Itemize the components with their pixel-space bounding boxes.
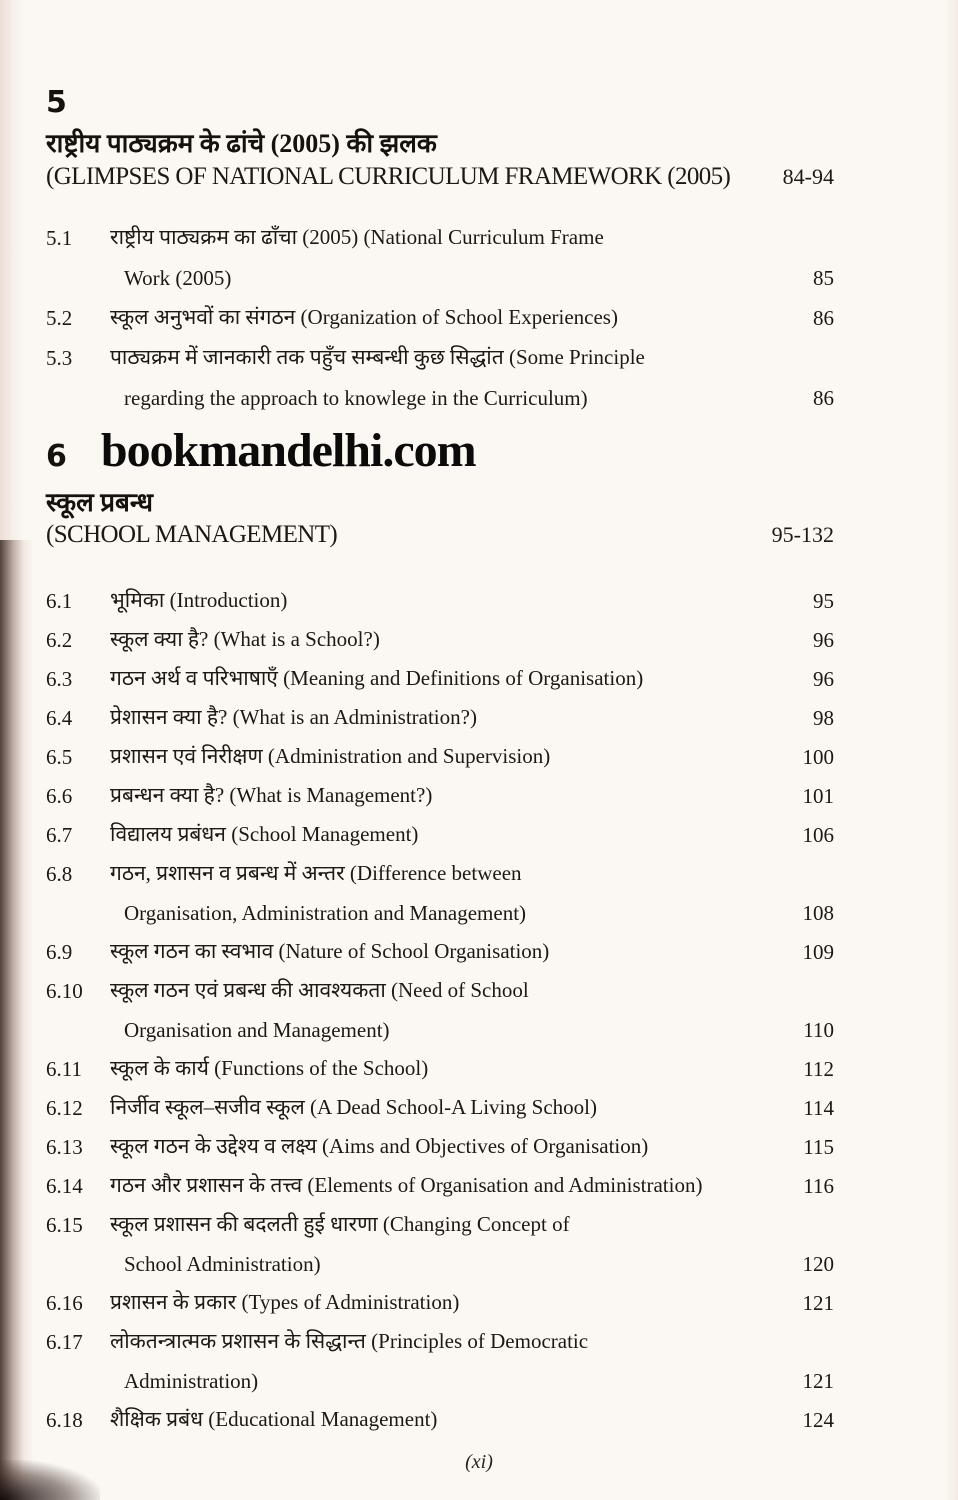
chapter-page-range: 95-132 [771, 522, 834, 547]
toc-item [46, 965, 834, 1004]
toc-item-page: 96 [813, 628, 834, 652]
toc-item-title: प्रशासन एवं निरीक्षण (Administration and Supervision) [110, 744, 551, 768]
toc-item-page: 121 [802, 1291, 834, 1315]
toc-item-title: लोकतन्त्रात्मक प्रशासन के सिद्धान्त (Principles of Democratic [110, 1329, 589, 1353]
toc-item [46, 731, 834, 770]
toc-item [46, 1082, 834, 1121]
toc-item-continuation [46, 1238, 834, 1277]
footer-page-label: (xi) [465, 1451, 493, 1473]
toc-item-continuation [46, 1004, 834, 1043]
toc-item-number: 6.3 [46, 667, 73, 691]
toc-item-page: 86 [813, 305, 834, 330]
toc-item-title-cont: Organisation and Management) [124, 1018, 390, 1042]
toc-item-title-cont: Administration) [124, 1369, 259, 1393]
chapter-title-english: (GLIMPSES OF NATIONAL CURRICULUM FRAMEWORK (2005) [46, 162, 731, 190]
toc-item-title: पाठ्यक्रम में जानकारी तक पहुँच सम्बन्धी कुछ सिद्धांत (Some Principle [110, 344, 645, 369]
toc-item-title-cont: Organisation, Administration and Management) [124, 901, 527, 925]
toc-item [46, 1043, 834, 1082]
toc-item-number: 5.3 [46, 345, 73, 370]
toc-item-page: 106 [802, 823, 834, 847]
toc-item-page: 95 [813, 589, 834, 613]
toc-item-continuation [46, 1355, 834, 1394]
toc-item-continuation [46, 251, 834, 291]
toc-item-title: स्कूल क्या है? (What is a School?) [110, 627, 380, 651]
toc-item-page: 109 [802, 940, 834, 964]
toc-item-number: 6.9 [46, 940, 73, 964]
chapter-6-items [46, 575, 834, 1433]
toc-item-number: 6.18 [46, 1408, 83, 1432]
chapter-6-section [46, 423, 834, 1434]
toc-item [46, 809, 834, 848]
toc-item-title: स्कूल गठन एवं प्रबन्ध की आवश्यकता (Need of School [110, 978, 529, 1002]
toc-item-page: 98 [813, 706, 834, 730]
chapter-title-english: (SCHOOL MANAGEMENT) [46, 521, 338, 548]
toc-item-page: 121 [802, 1369, 834, 1393]
toc-item-title: निर्जीव स्कूल–सजीव स्कूल (A Dead School-A Living School) [110, 1095, 597, 1119]
toc-item-page: 116 [803, 1174, 834, 1198]
toc-item-number: 6.10 [46, 979, 83, 1003]
toc-item-page: 115 [803, 1135, 834, 1159]
toc-item-page: 85 [813, 265, 834, 290]
toc-item-number: 6.16 [46, 1291, 83, 1315]
toc-item [46, 926, 834, 965]
toc-item-title: गठन, प्रशासन व प्रबन्ध में अन्तर (Difference between [110, 861, 522, 885]
toc-item-title: गठन अर्थ व परिभाषाएँ (Meaning and Definitions of Organisation) [110, 666, 644, 690]
toc-item [46, 1160, 834, 1199]
toc-item-page: 100 [802, 745, 834, 769]
toc-item-number: 6.11 [46, 1057, 82, 1081]
toc-item-number: 6.5 [46, 745, 73, 769]
toc-item [46, 1199, 834, 1238]
toc-item [46, 211, 834, 251]
toc-item-number: 6.8 [46, 862, 73, 886]
toc-item-number: 5.1 [46, 225, 73, 250]
toc-item [46, 575, 834, 614]
toc-item-number: 6.6 [46, 784, 73, 808]
toc-item-number: 6.15 [46, 1213, 83, 1237]
toc-item-number: 5.2 [46, 305, 73, 330]
toc-item-number: 6.2 [46, 628, 73, 652]
toc-item-page: 114 [803, 1096, 834, 1120]
toc-item-number: 6.17 [46, 1330, 83, 1354]
chapter-title-hindi: राष्ट्रीय पाठ्यक्रम के ढांचे (2005) की झलक [46, 129, 437, 158]
toc-item-title-cont: Work (2005) [124, 265, 232, 290]
toc-item-page: 110 [803, 1018, 834, 1042]
binding-shadow-top [0, 0, 26, 540]
toc-item [46, 331, 834, 371]
toc-item-title: शैक्षिक प्रबंध (Educational Management) [110, 1407, 438, 1431]
right-edge-tint [944, 0, 958, 1500]
toc-item-page: 101 [802, 784, 834, 808]
toc-item-title: स्कूल गठन के उद्देश्य व लक्ष्य (Aims and Objectives of Organisation) [110, 1134, 649, 1158]
toc-item-number: 6.14 [46, 1174, 83, 1198]
chapter-5-section [46, 85, 834, 411]
toc-item [46, 848, 834, 887]
toc-item [46, 1277, 834, 1316]
toc-item [46, 653, 834, 692]
toc-item-number: 6.13 [46, 1135, 83, 1159]
toc-item-number: 6.1 [46, 589, 73, 613]
chapter-page-range: 84-94 [782, 163, 834, 189]
toc-item-page: 86 [813, 385, 834, 410]
table-of-contents [46, 85, 834, 1433]
toc-item-page: 120 [802, 1252, 834, 1276]
toc-item-number: 6.12 [46, 1096, 83, 1120]
toc-item [46, 1394, 834, 1433]
toc-item-title: राष्ट्रीय पाठ्यक्रम का ढाँचा (2005) (National Curriculum Frame [110, 224, 604, 249]
toc-item-title-cont: School Administration) [124, 1252, 321, 1276]
chapter-number: 5 [46, 85, 67, 120]
toc-item-number: 6.7 [46, 823, 73, 847]
toc-item-continuation [46, 371, 834, 411]
toc-item-title: प्रशासन के प्रकार (Types of Administration) [110, 1290, 460, 1314]
toc-item-title-cont: regarding the approach to knowlege in the Curriculum) [124, 385, 588, 410]
toc-item-title: प्रबन्धन क्या है? (What is Management?) [110, 783, 433, 807]
toc-item-title: भूमिका (Introduction) [110, 588, 288, 612]
chapter-number: 6 [46, 438, 67, 474]
toc-item [46, 1316, 834, 1355]
toc-item-title: विद्यालय प्रबंधन (School Management) [110, 822, 419, 846]
toc-item-title: स्कूल के कार्य (Functions of the School) [110, 1056, 429, 1080]
toc-item [46, 614, 834, 653]
toc-item-page: 108 [802, 901, 834, 925]
binding-shadow [0, 540, 34, 1500]
toc-item-page: 124 [802, 1408, 834, 1432]
toc-item [46, 770, 834, 809]
toc-item-title: प्रेशासन क्या है? (What is an Administration?) [110, 705, 477, 729]
toc-item-page: 112 [803, 1057, 834, 1081]
toc-item-title: स्कूल अनुभवों का संगठन (Organization of School Experiences) [110, 304, 618, 329]
toc-item [46, 291, 834, 331]
toc-item-title: स्कूल गठन का स्वभाव (Nature of School Organisation) [110, 939, 550, 963]
watermark-text: bookmandelhi.com [100, 423, 476, 477]
chapter-5-items [46, 211, 834, 411]
toc-item [46, 692, 834, 731]
toc-item-number: 6.4 [46, 706, 73, 730]
toc-item-title: गठन और प्रशासन के तत्त्व (Elements of Organisation and Administration) [110, 1173, 703, 1197]
toc-item-title: स्कूल प्रशासन की बदलती हुई धारणा (Changing Concept of [110, 1212, 570, 1236]
toc-item-page: 96 [813, 667, 834, 691]
chapter-title-hindi: स्कूल प्रबन्ध [46, 487, 154, 517]
toc-item [46, 1121, 834, 1160]
toc-item-continuation [46, 887, 834, 926]
